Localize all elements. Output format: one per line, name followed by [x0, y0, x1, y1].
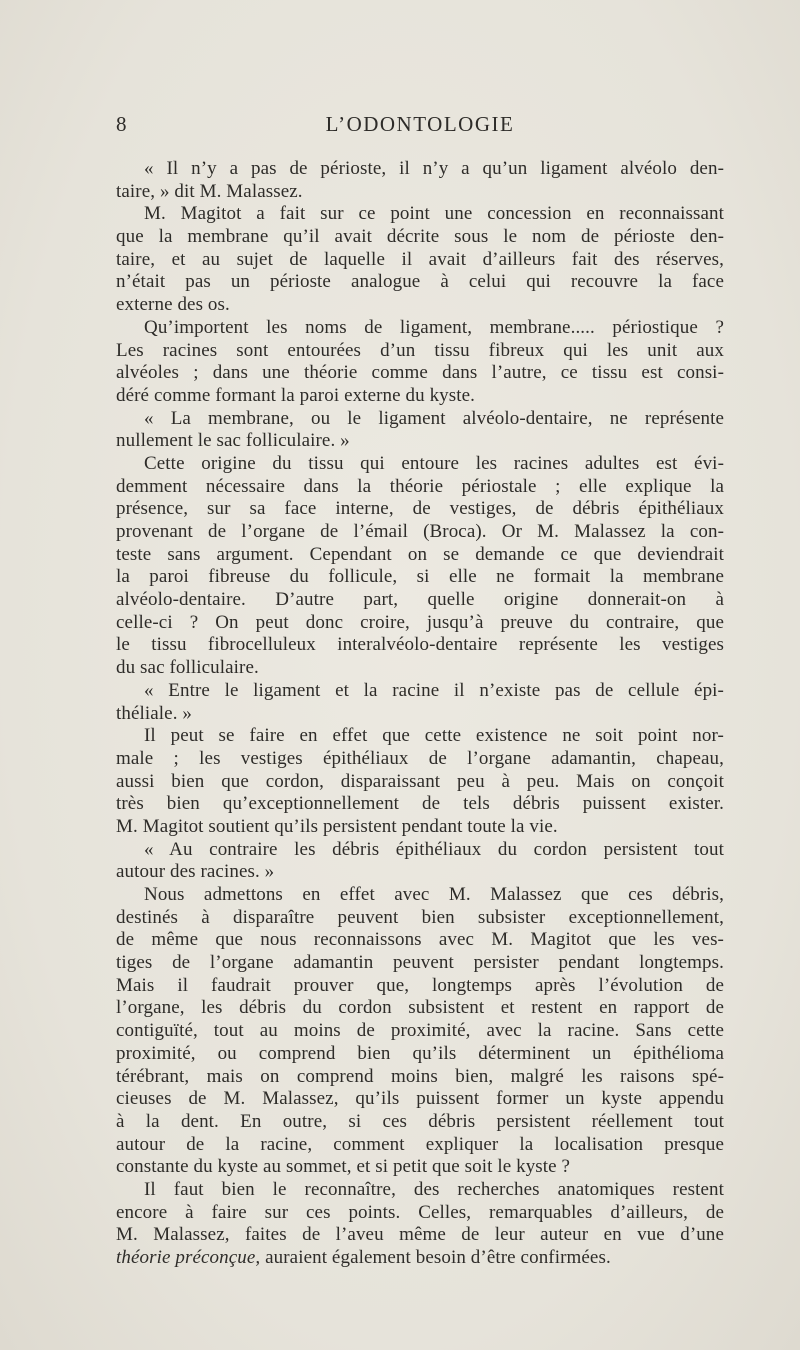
text-line: de même que nous reconnaissons avec M. Magitot que les ves- — [116, 929, 724, 951]
text-line: taire, et au sujet de laquelle il avait d’ailleurs fait des réserves, — [116, 248, 724, 270]
text-line: n’était pas un périoste analogue à celui qui recouvre la face — [116, 271, 724, 293]
text-line: « Entre le ligament et la racine il n’existe pas de cellule épi- — [144, 679, 724, 701]
final-line-rest: auraient également besoin d’être confirmées. — [260, 1247, 611, 1268]
text-line: la paroi fibreuse du follicule, si elle ne formait la membrane — [116, 566, 724, 588]
text-line: constante du kyste au sommet, et si petit que soit le kyste ? — [116, 1156, 571, 1178]
text-line: à la dent. En outre, si ces débris persistent réellement tout — [116, 1110, 724, 1132]
text-line: térébrant, mais on comprend moins bien, malgré les raisons spé- — [116, 1065, 724, 1087]
text-line: alvéoles ; dans une théorie comme dans l’autre, ce tissu est consi- — [116, 362, 724, 384]
body-text — [116, 158, 724, 1270]
text-line: Qu’importent les noms de ligament, membrane..... périostique ? — [144, 316, 724, 338]
text-line: le tissu fibrocelluleux interalvéolo-dentaire représente les vestiges — [116, 634, 724, 656]
text-line: autour des racines. » — [116, 861, 275, 883]
text-line: nullement le sac folliculaire. » — [116, 430, 350, 452]
text-line: contiguïté, tout au moins de proximité, avec la racine. Sans cette — [116, 1020, 724, 1042]
text-line: celle-ci ? On peut donc croire, jusqu’à preuve du contraire, que — [116, 611, 724, 633]
text-line: Il peut se faire en effet que cette existence ne soit point nor- — [144, 725, 724, 747]
text-line: déré comme formant la paroi externe du kyste. — [116, 384, 476, 406]
text-line: « La membrane, ou le ligament alvéolo-dentaire, ne représente — [144, 407, 724, 429]
text-line: Mais il faudrait prouver que, longtemps après l’évolution de — [116, 974, 724, 996]
text-line-final — [116, 1247, 724, 1270]
text-line: « Il n’y a pas de périoste, il n’y a qu’un ligament alvéolo den- — [144, 158, 724, 179]
text-line: taire, » dit M. Malassez. — [116, 180, 303, 202]
text-line: encore à faire sur ces points. Celles, remarquables d’ailleurs, de — [116, 1201, 724, 1223]
page-header — [116, 112, 724, 142]
page-number: 8 — [116, 112, 127, 136]
text-line: Il faut bien le reconnaître, des recherches anatomiques restent — [144, 1178, 724, 1200]
text-line: « Au contraire les débris épithéliaux du cordon persistent tout — [144, 838, 724, 860]
text-line: présence, sur sa face interne, de vestiges, de débris épithéliaux — [116, 498, 724, 520]
text-line: théliale. » — [116, 702, 193, 724]
text-line: provenant de l’organe de l’émail (Broca). Or M. Malassez la con- — [116, 521, 724, 542]
text-line: destinés à disparaître peuvent bien subsister exceptionnellement, — [116, 906, 724, 928]
text-line: male ; les vestiges épithéliaux de l’organe adamantin, chapeau, — [116, 747, 724, 769]
text-line: aussi bien que cordon, disparaissant peu à peu. Mais on conçoit — [116, 770, 724, 792]
text-line: cieuses de M. Malassez, qu’ils puissent former un kyste appendu — [116, 1088, 724, 1110]
text-line: M. Magitot a fait sur ce point une concession en reconnaissant — [144, 203, 724, 225]
text-line: Les racines sont entourées d’un tissu fibreux qui les unit aux — [116, 339, 724, 361]
text-line: Cette origine du tissu qui entoure les racines adultes est évi- — [144, 452, 724, 474]
text-line: tiges de l’organe adamantin peuvent persister pendant longtemps. — [116, 952, 724, 974]
text-line: autour de la racine, comment expliquer la localisation presque — [116, 1133, 724, 1155]
text-line: l’organe, les débris du cordon subsistent et restent en rapport de — [116, 997, 724, 1019]
italic-phrase: théorie préconçue, — [116, 1247, 261, 1268]
text-line: demment nécessaire dans la théorie périostale ; elle explique la — [116, 475, 724, 497]
text-line: M. Magitot soutient qu’ils persistent pendant toute la vie. — [116, 815, 558, 837]
text-line: que la membrane qu’il avait décrite sous le nom de périoste den- — [116, 226, 724, 248]
text-line: teste sans argument. Cependant on se demande ce que deviendrait — [116, 543, 724, 565]
text-line: du sac folliculaire. — [116, 657, 259, 679]
text-line: très bien qu’exceptionnellement de tels débris puissent exister. — [116, 793, 724, 815]
running-title: L’ODONTOLOGIE — [325, 112, 515, 136]
text-line: externe des os. — [116, 294, 230, 316]
text-line: M. Malassez, faites de l’aveu même de leur auteur en vue d’une — [116, 1224, 724, 1246]
text-line: proximité, ou comprend bien qu’ils déterminent un épithélioma — [116, 1042, 724, 1064]
text-line: alvéolo-dentaire. D’autre part, quelle origine donnerait-on à — [116, 589, 724, 611]
text-line: Nous admettons en effet avec M. Malassez que ces débris, — [144, 884, 724, 905]
